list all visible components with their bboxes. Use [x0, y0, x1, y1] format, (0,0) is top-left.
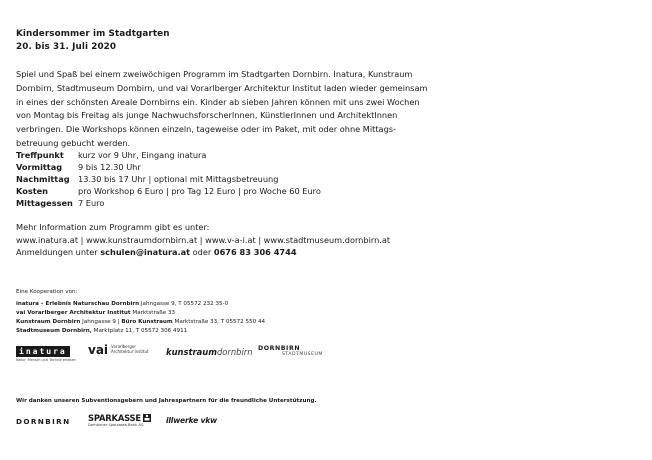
more-info-lead: Mehr Information zum Programm gibt es unter:: [16, 222, 210, 232]
inatura-tagline: Natur, Mensch und Technik erleben: [16, 358, 76, 362]
cooperation-kunstraum: [16, 319, 265, 325]
intro-line: betreuung gebucht werden.: [16, 137, 131, 148]
info-row-kosten: [16, 186, 321, 196]
illwerke-logo: illwerke vkw: [166, 416, 217, 425]
info-key: Kosten: [16, 186, 48, 196]
sparkasse-subtitle: Dornbirner Sparkasse Bank AG: [88, 423, 144, 427]
registration-phone: 0676 83 306 4744: [213, 247, 297, 257]
intro-line: Spiel und Spaß bei einem zweiwöchigen Programm im Stadtgarten Dornbirn. Inatura, Kunstraum: [16, 69, 413, 79]
cooperation-stadtmuseum: [16, 328, 187, 334]
partner-address: Jahngasse 9 |: [82, 319, 120, 325]
info-row-nachmittag: [16, 174, 278, 184]
info-key: Nachmittag: [16, 174, 70, 184]
info-value: kurz vor 9 Uhr, Eingang inatura: [78, 150, 207, 160]
document-title: Kindersommer im Stadtgarten: [16, 29, 170, 39]
sparkasse-logo: [88, 413, 151, 427]
partner-address: Marktstraße 33: [132, 310, 176, 316]
partner-address: Marktplatz 11, T 05572 306 4911: [93, 328, 188, 334]
partner-name: inatura – Erlebnis Naturschau Dornbirn: [16, 301, 140, 307]
intro-line: von Montag bis Freitag als junge NachwuchsforscherInnen, KünstlerInnen und ArchitektInnen: [16, 110, 398, 121]
thanks-line: Wir danken unseren Subventionsgebern und Jahrespartnern für die freundliche Unterstützung.: [16, 398, 317, 404]
document-dates: 20. bis 31. Juli 2020: [16, 42, 117, 52]
kunstraum-logo: [166, 347, 253, 357]
vai-wordmark: vai: [88, 343, 109, 357]
stadtmuseum-logo: [258, 345, 323, 357]
partner-name: Kunstraum Dornbirn: [16, 319, 81, 325]
partner-name: Büro Kunstraum: [121, 319, 173, 325]
dornbirn-logo: DORNBIRN: [16, 417, 71, 426]
kunstraum-wordmark-light: dornbirn: [216, 347, 253, 357]
vai-subtitle-line: Architektur Institut: [111, 349, 149, 354]
info-row-treffpunkt: [16, 150, 206, 160]
registration-email[interactable]: schulen@inatura.at: [100, 247, 191, 257]
cooperation-lead: Eine Kooperation von:: [16, 289, 78, 295]
cooperation-vai: [16, 310, 175, 316]
partner-address: Jahngasse 9, T 05572 232 35-0: [140, 301, 229, 307]
info-row-vormittag: [16, 162, 141, 172]
registration-or: oder: [192, 247, 212, 257]
info-row-mittagessen: [16, 198, 104, 208]
partner-name: Stadtmuseum Dornbirn,: [16, 328, 92, 334]
vai-logo: [88, 344, 149, 356]
sparkasse-wordmark: SPARKASSE: [88, 413, 141, 423]
kunstraum-wordmark-bold: kunstraum: [166, 347, 217, 357]
sparkasse-s-icon: [143, 414, 151, 422]
info-key: Treffpunkt: [16, 150, 64, 160]
inatura-wordmark: inatura: [16, 346, 70, 357]
partner-address: Marktstraße 33, T 05572 550 44: [174, 319, 266, 325]
info-value: 7 Euro: [78, 198, 105, 208]
intro-line: in eines der schönsten Areale Dornbirns ein. Kinder ab sieben Jahren können mit uns zwei Wochen: [16, 96, 420, 107]
intro-paragraph: [16, 68, 428, 151]
stadtmuseum-wordmark-bottom: STADTMUSEUM: [282, 352, 323, 357]
vai-subtitle: [111, 345, 149, 354]
info-value: 9 bis 12.30 Uhr: [78, 162, 141, 172]
info-value: 13.30 bis 17 Uhr | optional mit Mittagsbetreuung: [78, 174, 279, 184]
website-links[interactable]: www.inatura.at | www.kunstraumdornbirn.at | www.v-a-i.at | www.stadtmuseum.dornbirn.at: [16, 235, 391, 245]
intro-line: Dornbirn, Stadtmuseum Dornbirn, und vai Vorarlberger Architektur Institut laden wieder gemeinsam: [16, 82, 428, 93]
intro-line: verbringen. Die Workshops können einzeln, tageweise oder im Paket, mit oder ohne Mittags-: [16, 124, 396, 135]
info-key: Vormittag: [16, 162, 63, 172]
registration-prefix: Anmeldungen unter: [16, 247, 98, 257]
inatura-logo: [16, 346, 76, 362]
cooperation-inatura: [16, 301, 228, 307]
info-key: Mittagessen: [16, 198, 73, 208]
vai-subtitle-line: Vorarlberger: [111, 344, 136, 350]
registration-line: [16, 247, 297, 257]
stadtmuseum-wordmark-top: DORNBIRN: [258, 345, 301, 352]
info-value: pro Workshop 6 Euro | pro Tag 12 Euro | pro Woche 60 Euro: [78, 186, 321, 196]
partner-name: vai Vorarlberger Architektur Institut: [16, 310, 131, 316]
